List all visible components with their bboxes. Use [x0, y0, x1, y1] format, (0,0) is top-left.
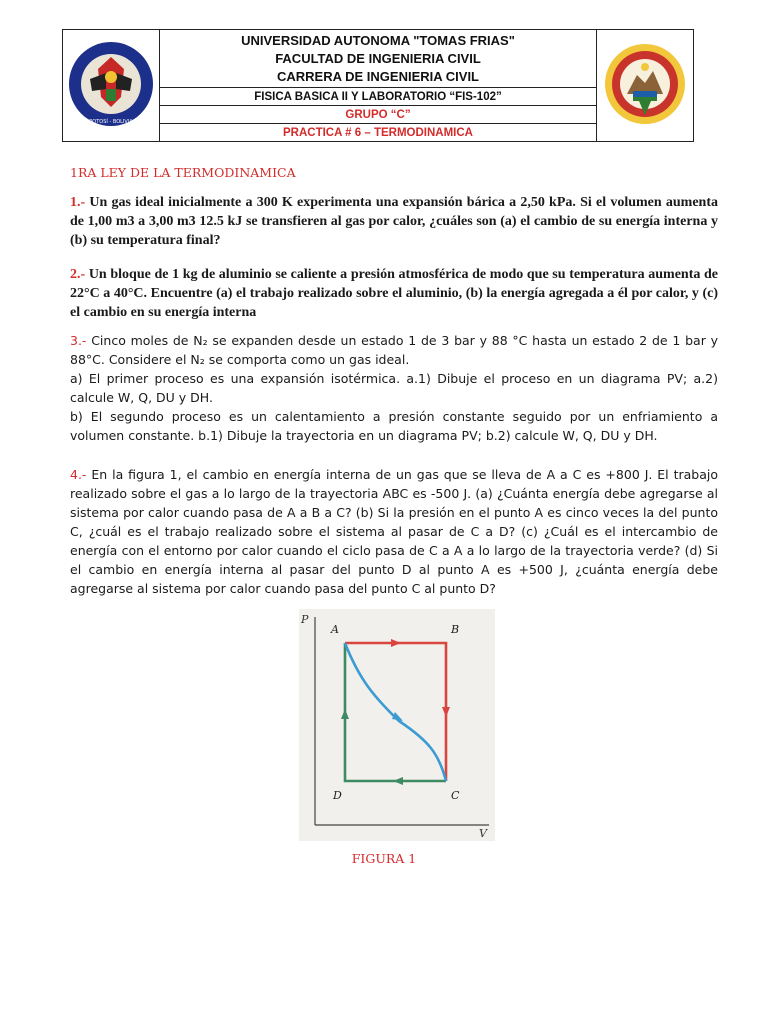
- pv-diagram: [299, 609, 495, 841]
- red-arrow-ab: [391, 639, 401, 647]
- problem-3-part-a: a) El primer proceso es una expansión isotérmica. a.1) Dibuje el proceso en un diagrama PV; a.2) calcule W, Q, DU y DH.: [70, 371, 718, 405]
- problem-3: [70, 331, 718, 445]
- problem-2-number: 2.-: [70, 267, 86, 282]
- group-name: GRUPO “C”: [345, 108, 411, 121]
- point-a-label: A: [331, 623, 339, 636]
- left-logo-cell: [63, 30, 160, 142]
- problem-1-text: Un gas ideal inicialmente a 300 K experimenta una expansión bárica a 2,50 kPa. Si el volumen aumenta de 1,00 m3 a 3,00 m3 12.5 kJ se transfieren al gas por calor, ¿cuáles son (a) el cambio de su energía interna y (b) su temperatura final?: [70, 195, 718, 248]
- header-table: [62, 29, 694, 142]
- problem-4: [70, 465, 718, 598]
- course-row: [160, 88, 597, 106]
- group-row: [160, 106, 597, 124]
- problem-3-number: 3.-: [70, 333, 87, 348]
- green-arrow-cd: [393, 777, 403, 785]
- right-logo-cell: [597, 30, 694, 142]
- pv-diagram-figure: [299, 609, 495, 841]
- problem-2-text: Un bloque de 1 kg de aluminio se caliente a presión atmosférica de modo que su temperatura aumenta de 22°C a 40°C. Encuentre (a) el trabajo realizado sobre el aluminio, (b) la energía agregada a él por calor, y (c) el cambio en su energía interna: [70, 267, 718, 320]
- blue-curve-ac: [345, 643, 446, 781]
- problem-2: [70, 265, 718, 322]
- practice-title: PRACTICA # 6 – TERMODINAMICA: [283, 126, 473, 139]
- point-d-label: D: [333, 789, 342, 802]
- practice-row: [160, 124, 597, 142]
- left-logo-city: POTOSÍ - BOLIVIA: [89, 118, 133, 125]
- red-path-abc: [345, 643, 446, 781]
- problem-3-intro: [70, 331, 718, 369]
- p-axis-label: P: [301, 613, 309, 626]
- university-name: UNIVERSIDAD AUTONOMA "TOMAS FRIAS": [241, 32, 515, 48]
- career-name: CARRERA DE INGENIERIA CIVIL: [277, 68, 479, 84]
- green-path-cda: [345, 643, 446, 781]
- point-b-label: B: [451, 623, 460, 636]
- faculty-seal-logo: [603, 39, 687, 129]
- university-seal-logo: [66, 39, 156, 129]
- figure-caption: FIGURA 1: [351, 851, 417, 866]
- problem-4-text: En la figura 1, el cambio en energía interna de un gas que se lleva de A a C es +800 J. El trabajo realizado sobre el gas a lo largo de la trayectoria ABC es -500 J. (a) ¿Cuánta energía debe agregarse al sistema por calor cuando pasa de A a B a C? (b) Si la presión en el punto A es cinco veces la del punto C, ¿cuál es el trabajo realizado sobre el sistema al pasar de C a D? (c) ¿Cuál es el intercambio de energía con el entorno por calor cuando el ciclo pasa de C a A a lo largo de la trayectoria verde? (d) Si el cambio en energía interna al pasar del punto D al punto A es +500 J, ¿cuánta energía debe agregarse al sistema por calor cuando pasa del punto C al punto D?: [70, 467, 718, 596]
- faculty-name: FACULTAD DE INGENIERIA CIVIL: [275, 50, 481, 66]
- green-arrow-da: [341, 709, 349, 719]
- header-title-block: [160, 30, 597, 88]
- problem-1-number: 1.-: [70, 195, 86, 210]
- section-title: 1RA LEY DE LA TERMODINAMICA: [70, 165, 296, 180]
- red-arrow-bc: [442, 707, 450, 717]
- problem-4-number: 4.-: [70, 467, 87, 482]
- point-c-label: C: [451, 789, 460, 802]
- problem-1: [70, 193, 718, 250]
- course-name: FISICA BASICA II Y LABORATORIO “FIS-102”: [254, 90, 502, 103]
- problem-3-line-1: Cinco moles de N₂ se expanden desde un estado 1 de 3 bar y 88 °C hasta un estado 2 de 1 bar y 88°C. Considere el N₂ se comporta como un gas ideal.: [70, 333, 718, 367]
- v-axis-label: V: [479, 827, 487, 840]
- blue-arrow-ac: [392, 712, 403, 721]
- problem-3-part-b: b) El segundo proceso es un calentamiento a presión constante seguido por un enfriamiento a volumen constante. b.1) Dibuje la trayectoria en un diagrama PV; b.2) calcule W, Q, DU y DH.: [70, 409, 718, 443]
